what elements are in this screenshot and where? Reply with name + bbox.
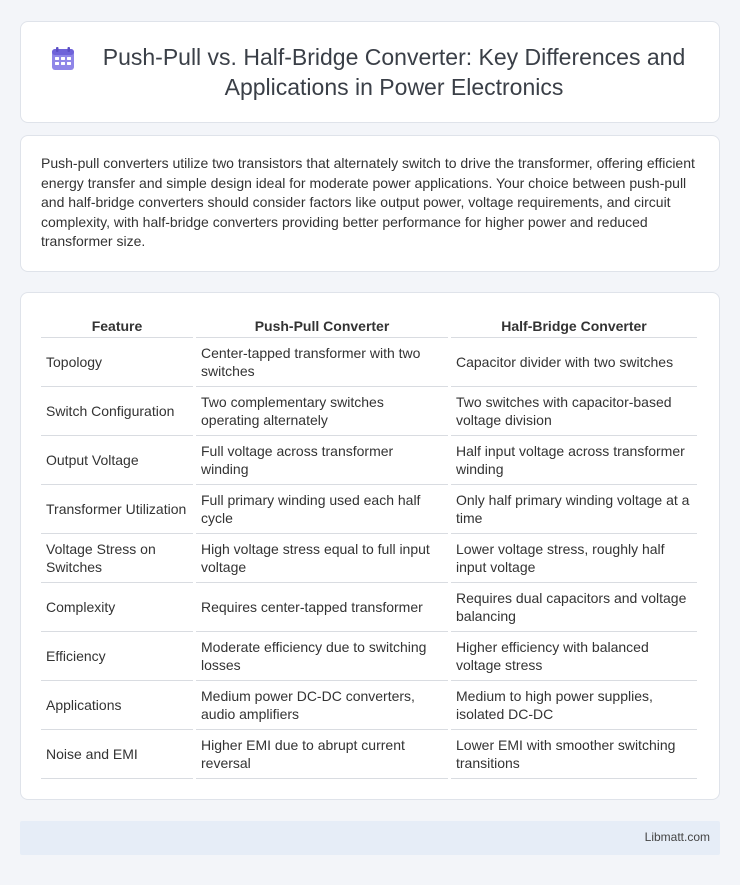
half-bridge-cell: Capacitor divider with two switches (451, 338, 697, 387)
feature-cell: Switch Configuration (41, 387, 193, 436)
push-pull-cell: Full primary winding used each half cycle (196, 485, 448, 534)
table-header-row (41, 313, 697, 338)
header-half-bridge: Half-Bridge Converter (451, 313, 697, 338)
footer (20, 821, 720, 855)
push-pull-cell: Higher EMI due to abrupt current reversal (196, 730, 448, 779)
table-card (20, 292, 720, 800)
intro-card (20, 135, 720, 272)
table-row (41, 338, 697, 387)
half-bridge-cell: Medium to high power supplies, isolated DC-DC (451, 681, 697, 730)
feature-cell: Applications (41, 681, 193, 730)
table-row (41, 436, 697, 485)
push-pull-cell: Moderate efficiency due to switching losses (196, 632, 448, 681)
half-bridge-cell: Lower voltage stress, roughly half input voltage (451, 534, 697, 583)
push-pull-cell: Two complementary switches operating alternately (196, 387, 448, 436)
half-bridge-cell: Lower EMI with smoother switching transitions (451, 730, 697, 779)
calendar-grid-icon (50, 46, 76, 72)
table-row (41, 387, 697, 436)
table-row (41, 583, 697, 632)
push-pull-cell: Medium power DC-DC converters, audio amplifiers (196, 681, 448, 730)
table-row (41, 485, 697, 534)
table-row (41, 730, 697, 779)
half-bridge-cell: Two switches with capacitor-based voltage division (451, 387, 697, 436)
feature-cell: Voltage Stress on Switches (41, 534, 193, 583)
push-pull-cell: Full voltage across transformer winding (196, 436, 448, 485)
table-row (41, 632, 697, 681)
page-title: Push-Pull vs. Half-Bridge Converter: Key Differences and Applications in Power Electronics (102, 44, 686, 100)
feature-cell: Topology (41, 338, 193, 387)
half-bridge-cell: Requires dual capacitors and voltage balancing (451, 583, 697, 632)
half-bridge-cell: Higher efficiency with balanced voltage stress (451, 632, 697, 681)
table-row (41, 534, 697, 583)
header-push-pull: Push-Pull Converter (196, 313, 448, 338)
feature-cell: Complexity (41, 583, 193, 632)
comparison-table (38, 313, 700, 779)
push-pull-cell: Requires center-tapped transformer (196, 583, 448, 632)
feature-cell: Noise and EMI (41, 730, 193, 779)
feature-cell: Output Voltage (41, 436, 193, 485)
title-wrap (50, 42, 690, 102)
title-card (20, 21, 720, 123)
footer-brand-link[interactable]: Libmatt.com (644, 830, 710, 844)
intro-text: Push-pull converters utilize two transistors that alternately switch to drive the transformer, offering efficient energy transfer and simple design ideal for moderate power applications. Your choice between push-pull and half-bridge converters should consider factors like output power, voltage requirements, and circuit complexity, with half-bridge converters providing better performance for higher power and reduced transformer size. (41, 155, 695, 250)
header-feature: Feature (41, 313, 193, 338)
half-bridge-cell: Half input voltage across transformer winding (451, 436, 697, 485)
feature-cell: Efficiency (41, 632, 193, 681)
feature-cell: Transformer Utilization (41, 485, 193, 534)
push-pull-cell: Center-tapped transformer with two switches (196, 338, 448, 387)
table-row (41, 681, 697, 730)
half-bridge-cell: Only half primary winding voltage at a time (451, 485, 697, 534)
push-pull-cell: High voltage stress equal to full input voltage (196, 534, 448, 583)
